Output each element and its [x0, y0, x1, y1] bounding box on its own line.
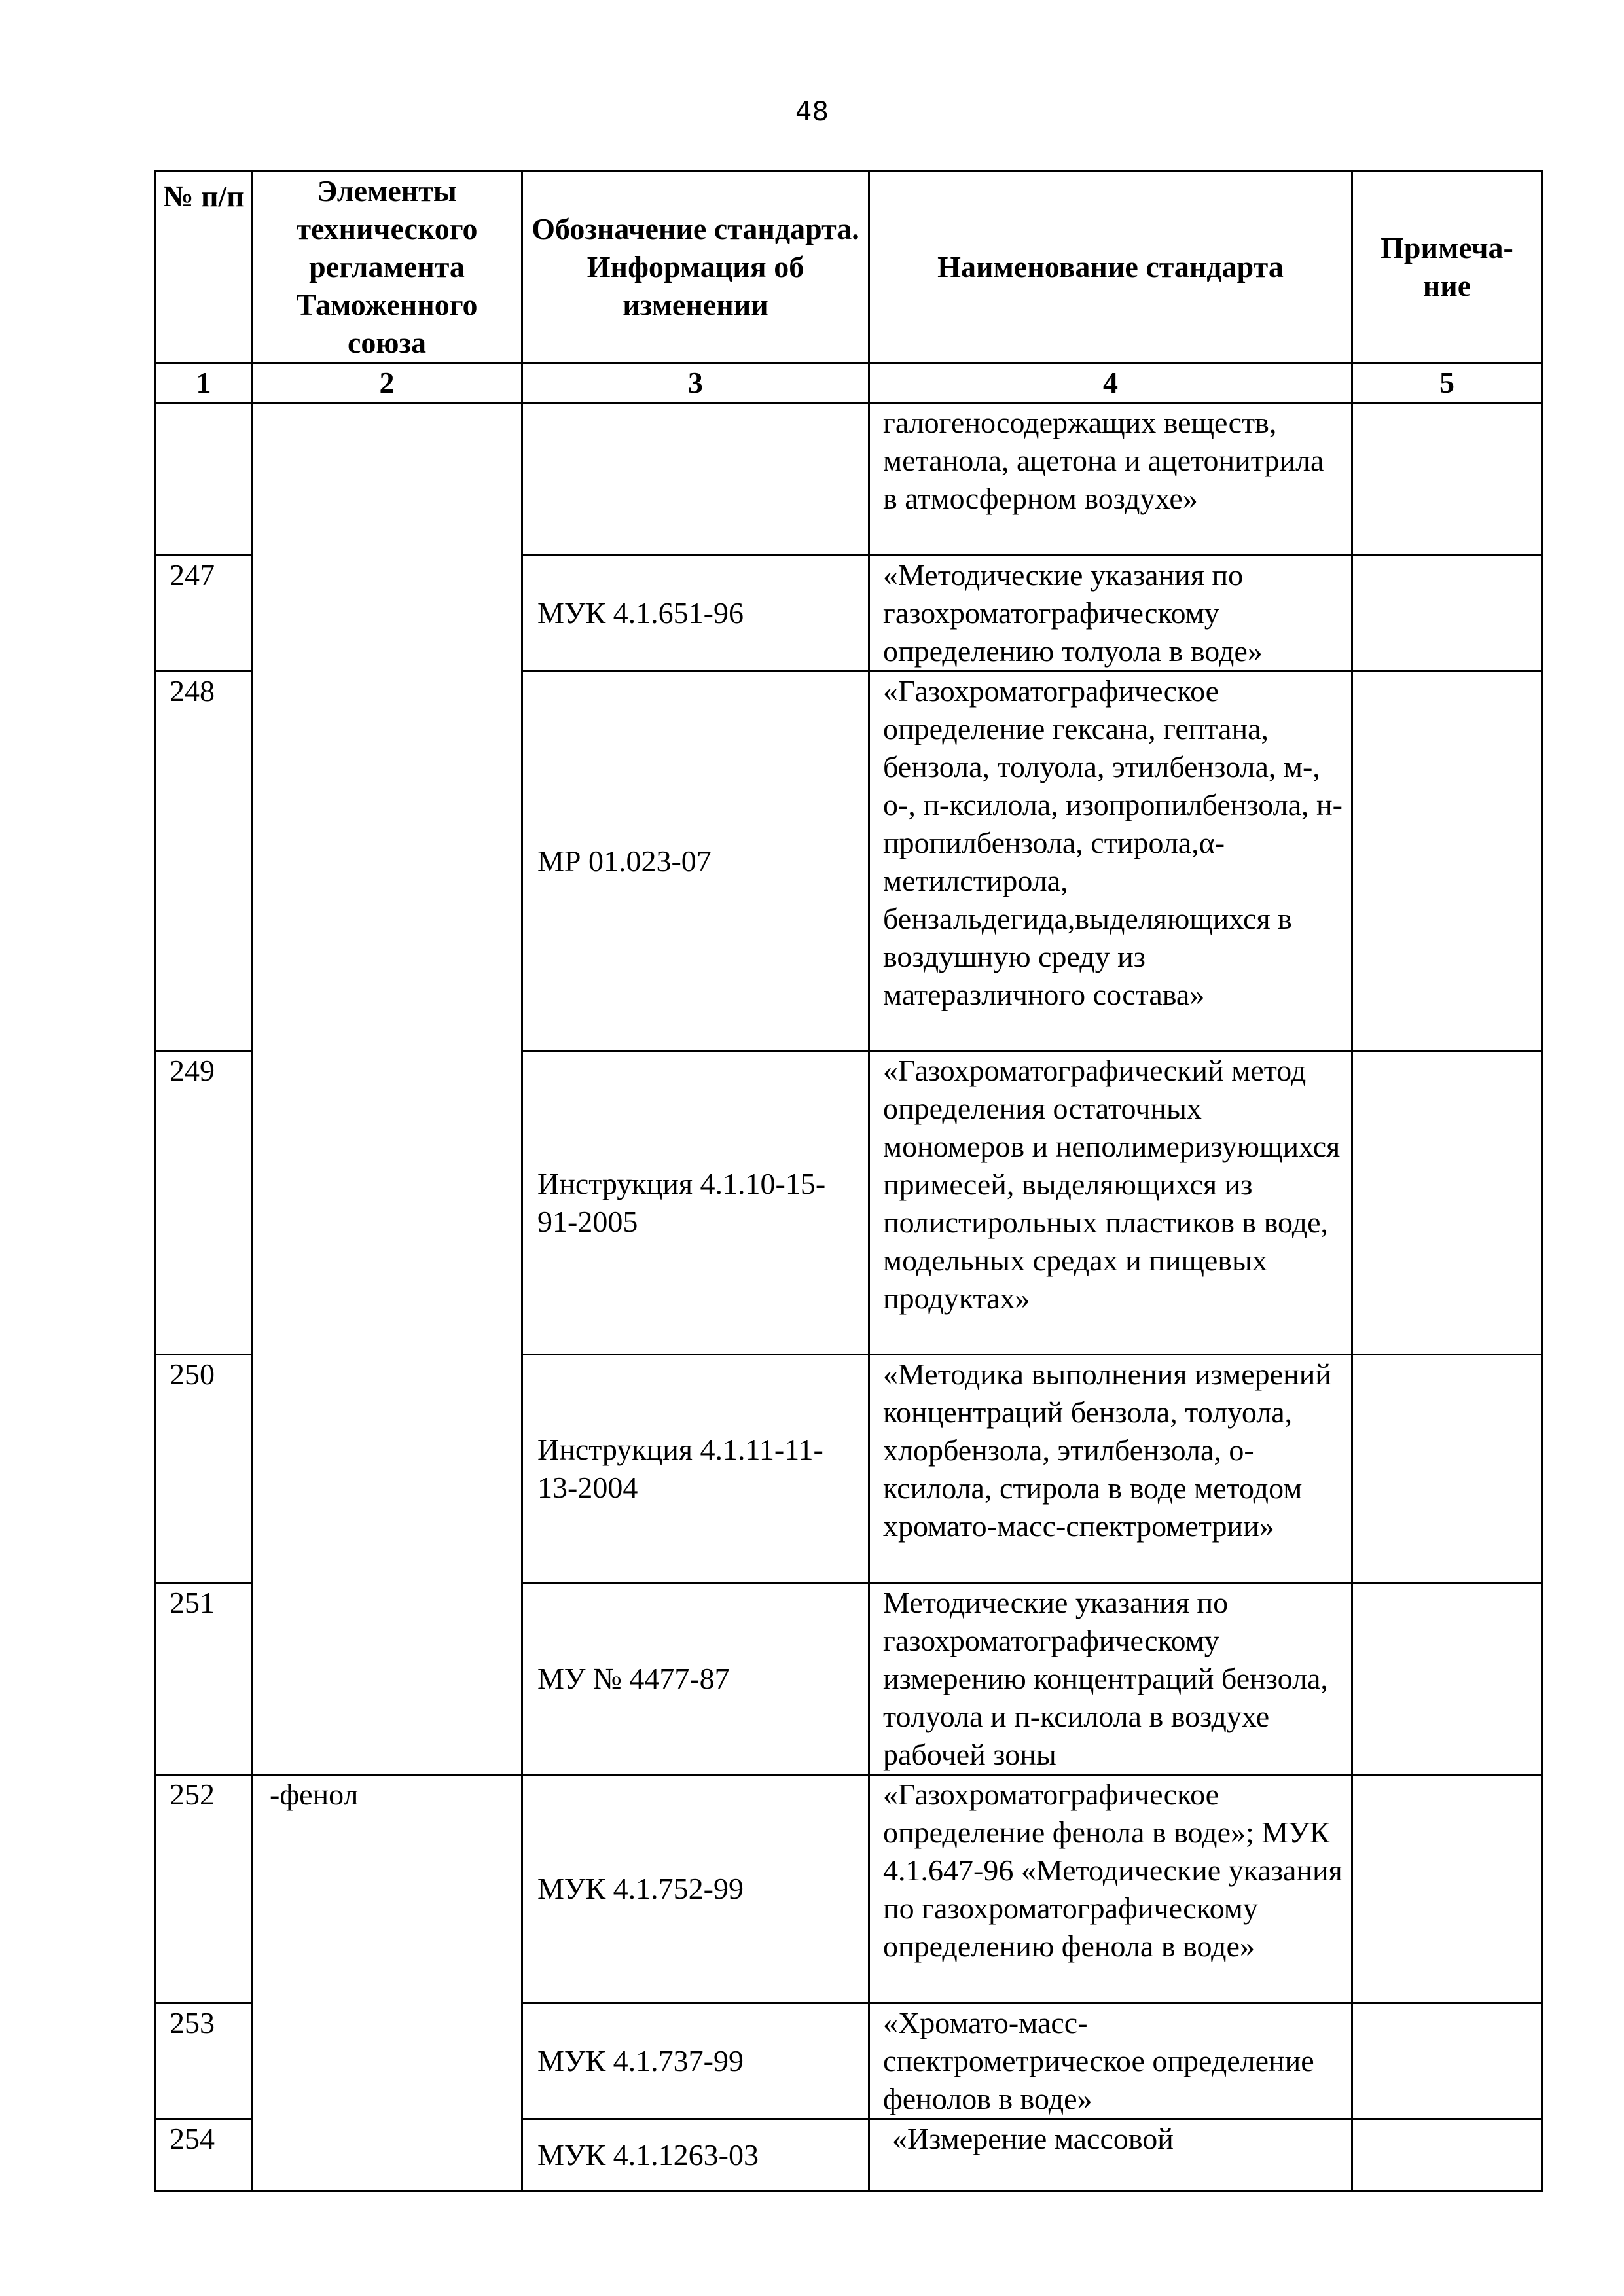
row-number	[156, 403, 252, 556]
standard-designation: МУК 4.1.737-99	[522, 2003, 869, 2119]
standard-name: галогеносодержащих веществ, метанола, ацетона и ацетонитрила в атмосферном воздухе»	[869, 403, 1352, 556]
note-cell	[1352, 556, 1542, 672]
note-cell	[1352, 1051, 1542, 1355]
standard-designation: МУК 4.1.752-99	[522, 1775, 869, 2003]
row-number: 253	[156, 2003, 252, 2119]
standard-designation: МР 01.023-07	[522, 672, 869, 1051]
standard-name: «Хромато-масс-спектрометрическое определение фенолов в воде»	[869, 2003, 1352, 2119]
note-cell	[1352, 1775, 1542, 2003]
standard-name: «Методические указания по газохроматографическому определению толуола в воде»	[869, 556, 1352, 672]
table-header-row	[156, 171, 1542, 363]
column-number: 1	[156, 363, 252, 403]
standard-designation: Инструкция 4.1.10-15-91-2005	[522, 1051, 869, 1355]
column-number: 5	[1352, 363, 1542, 403]
page-number: 48	[795, 97, 829, 127]
standard-designation: Инструкция 4.1.11-11-13-2004	[522, 1355, 869, 1583]
note-cell	[1352, 2119, 1542, 2191]
standard-name: «Газохроматографическое определение фенола в воде»; МУК 4.1.647-96 «Методические указания по газохроматографическому определению фенола в воде»	[869, 1775, 1352, 2003]
column-number: 2	[252, 363, 522, 403]
note-cell	[1352, 403, 1542, 556]
row-number: 247	[156, 556, 252, 672]
standard-designation: МУК 4.1.651-96	[522, 556, 869, 672]
standard-name: «Газохроматографический метод определения остаточных мономеров и неполимеризующихся примесей, выделяющихся из полистирольных пластиков в воде, модельных средах и пищевых продуктах»	[869, 1051, 1352, 1355]
element-cell: -фенол	[252, 1775, 522, 2191]
header-number: № п/п	[156, 171, 252, 363]
header-note: Примеча-ние	[1352, 171, 1542, 363]
row-number: 248	[156, 672, 252, 1051]
column-number: 4	[869, 363, 1352, 403]
column-number: 3	[522, 363, 869, 403]
header-designation: Обозначение стандарта. Информация об изменении	[522, 171, 869, 363]
standard-name: «Газохроматографическое определение гексана, гептана, бензола, толуола, этилбензола, м-, о-, п-ксилола, изопропилбензола, н-пропилбензола, стирола,α-метилстирола, бензальдегида,выделяющихся в воздушную среду из матеразличного состава»	[869, 672, 1352, 1051]
standard-designation: МУ № 4477-87	[522, 1583, 869, 1775]
note-cell	[1352, 2003, 1542, 2119]
column-number-row	[156, 363, 1542, 403]
table-row	[156, 1775, 1542, 2003]
standard-designation	[522, 403, 869, 556]
row-number: 254	[156, 2119, 252, 2191]
row-number: 249	[156, 1051, 252, 1355]
note-cell	[1352, 1583, 1542, 1775]
header-name: Наименование стандарта	[869, 171, 1352, 363]
standard-designation: МУК 4.1.1263-03	[522, 2119, 869, 2191]
row-number: 252	[156, 1775, 252, 2003]
standard-name: «Измерение массовой	[869, 2119, 1352, 2191]
standards-table	[154, 170, 1543, 2192]
standard-name: Методические указания по газохроматографическому измерению концентраций бензола, толуола и п-ксилола в воздухе рабочей зоны	[869, 1583, 1352, 1775]
header-elements: Элементы технического регламента Таможенного союза	[252, 171, 522, 363]
row-number: 251	[156, 1583, 252, 1775]
table-row	[156, 403, 1542, 556]
row-number: 250	[156, 1355, 252, 1583]
element-cell	[252, 403, 522, 1775]
note-cell	[1352, 672, 1542, 1051]
standard-name: «Методика выполнения измерений концентраций бензола, толуола, хлорбензола, этилбензола, о-ксилола, стирола в воде методом хромато-масс-спектрометрии»	[869, 1355, 1352, 1583]
note-cell	[1352, 1355, 1542, 1583]
